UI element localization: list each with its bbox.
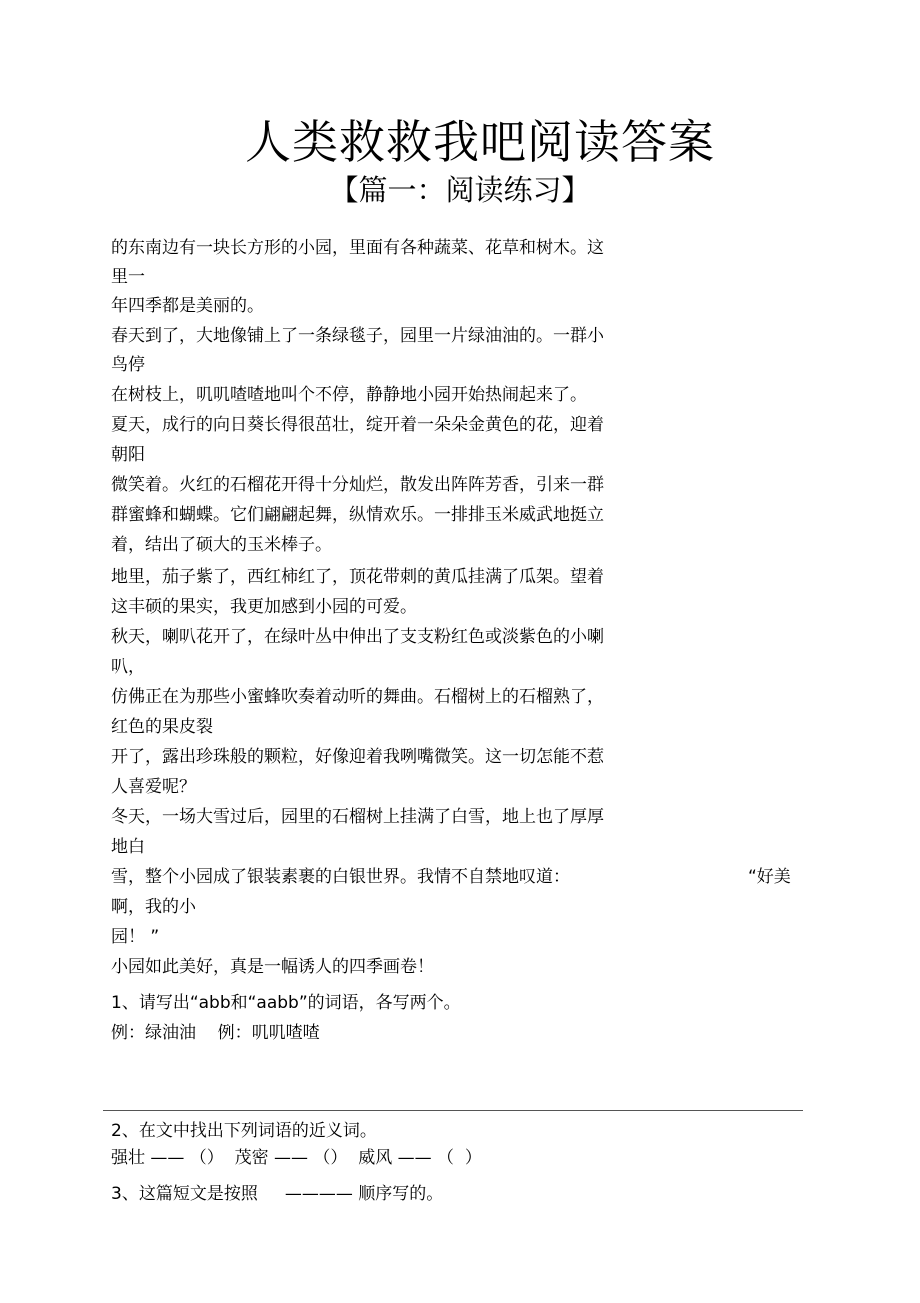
passage-line: 开了，露出珍珠般的颗粒，好像迎着我咧嘴微笑。这一切怎能不惹 — [111, 747, 604, 767]
divider — [103, 1110, 803, 1111]
passage-line: 里一 — [111, 267, 145, 287]
passage-line: 红色的果皮裂 — [111, 717, 213, 737]
passage-line: 雪，整个小园成了银装素裹的白银世界。我情不自禁地叹道： — [111, 867, 570, 887]
passage-line: 鸟停 — [111, 355, 145, 375]
question-3: 3、这篇短文是按照 ———— 顺序写的。 — [111, 1184, 444, 1204]
passage-line: 这丰硕的果实，我更加感到小园的可爱。 — [111, 597, 417, 617]
passage-line: 春天到了，大地像铺上了一条绿毯子，园里一片绿油油的。一群小 — [111, 326, 604, 346]
section-title: 【篇一：阅读练习】 — [329, 173, 591, 207]
passage-line: 地里，茄子紫了，西红柿红了，顶花带刺的黄瓜挂满了瓜架。望着 — [111, 567, 604, 587]
passage-line: 啊，我的小 — [111, 897, 196, 917]
passage-line: 仿佛正在为那些小蜜蜂吹奏着动听的舞曲。石榴树上的石榴熟了， — [111, 687, 604, 707]
question-1-example: 例：绿油油 例：叽叽喳喳 — [111, 1023, 320, 1043]
passage-line: 在树枝上，叽叽喳喳地叫个不停，静静地小园开始热闹起来了。 — [111, 385, 587, 405]
passage-line: 小园如此美好，真是一幅诱人的四季画卷！ — [111, 957, 434, 977]
passage-line: 微笑着。火红的石榴花开得十分灿烂，散发出阵阵芳香，引来一群 — [111, 475, 604, 495]
question-1: 1、请写出“abb和“aabb”的词语，各写两个。 — [111, 993, 461, 1013]
passage-line: 叭， — [111, 657, 145, 677]
passage-line: 年四季都是美丽的。 — [111, 296, 264, 316]
passage-line: 园！ ” — [111, 927, 160, 947]
quote-open: “好美 — [748, 867, 791, 887]
passage-line: 地白 — [111, 837, 145, 857]
passage-line: 冬天，一场大雪过后，园里的石榴树上挂满了白雪，地上也了厚厚 — [111, 807, 604, 827]
page-title: 人类救救我吧阅读答案 — [245, 115, 715, 169]
passage-line: 秋天，喇叭花开了，在绿叶丛中伸出了支支粉红色或淡紫色的小喇 — [111, 627, 604, 647]
question-2: 2、在文中找出下列词语的近义词。 — [111, 1121, 377, 1141]
passage-line: 夏天，成行的向日葵长得很茁壮，绽开着一朵朵金黄色的花，迎着 — [111, 415, 604, 435]
passage-line: 着，结出了硕大的玉米棒子。 — [111, 535, 332, 555]
passage-line: 群蜜蜂和蝴蝶。它们翩翩起舞，纵情欢乐。一排排玉米威武地挺立 — [111, 505, 604, 525]
passage-line: 人喜爱呢？ — [111, 777, 196, 797]
passage-line: 朝阳 — [111, 445, 145, 465]
question-2-items: 强壮 —— （） 茂密 —— （） 威风 —— （ ） — [111, 1148, 482, 1168]
passage-line: 的东南边有一块长方形的小园，里面有各种蔬菜、花草和树木。这 — [111, 238, 604, 258]
